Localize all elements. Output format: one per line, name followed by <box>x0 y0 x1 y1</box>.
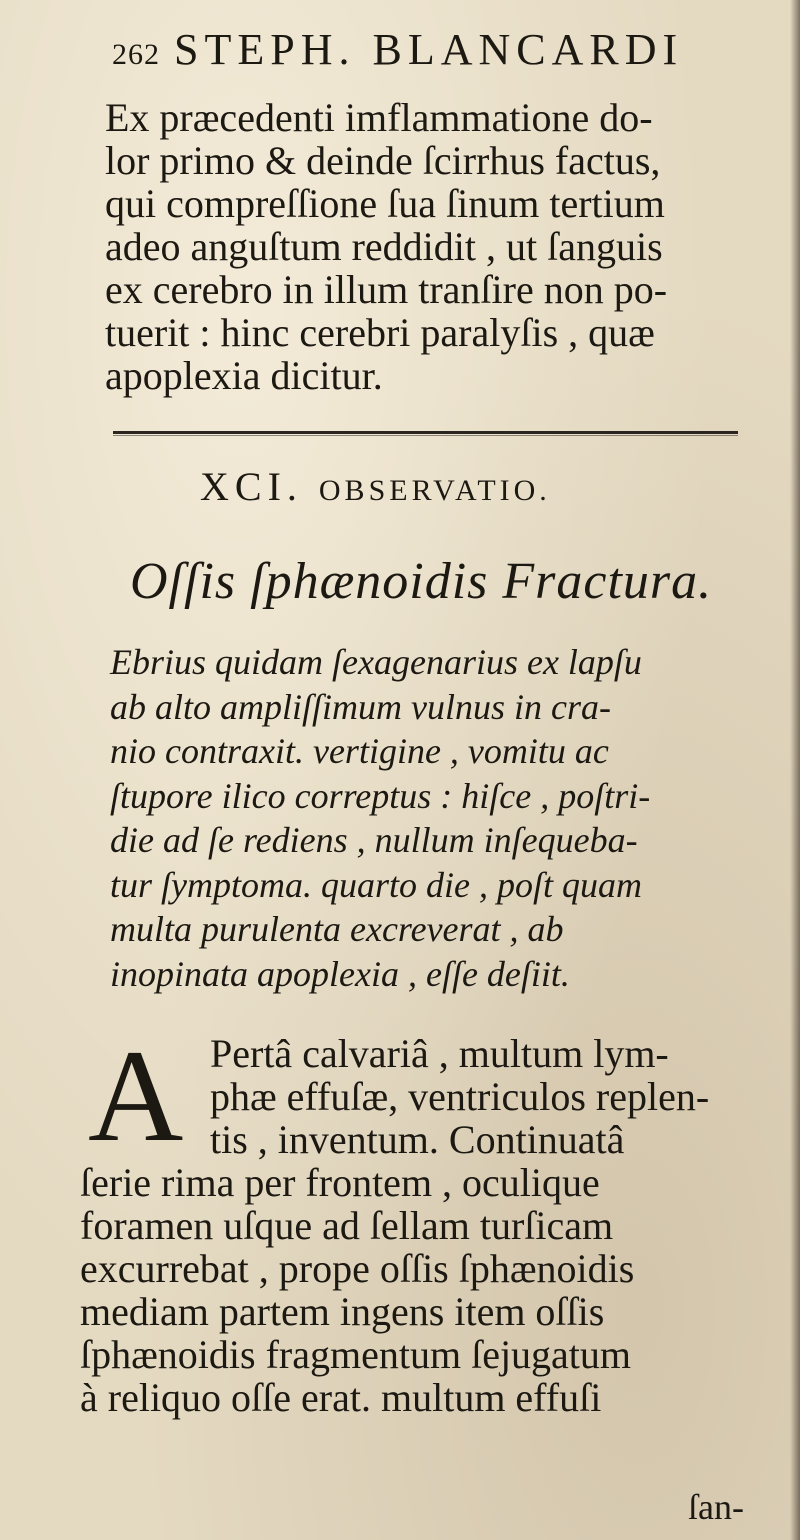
text-line: excurrebat , prope oſſis ſphænoidis <box>80 1246 635 1291</box>
text-line: à reliquo oſſe erat. multum effuſi <box>80 1375 602 1420</box>
observation-subtitle: Oſſis ſphænoidis Fractura. <box>130 553 713 610</box>
observation-label: OBSERVATIO. <box>318 474 551 507</box>
text-line: Ex præcedenti imflammatione do- <box>105 95 653 140</box>
section-divider <box>113 431 738 434</box>
paragraph-body <box>80 1161 780 1419</box>
observation-heading <box>200 463 551 510</box>
drop-capital: A <box>88 1022 184 1169</box>
text-line: ab alto ampliſſimum vulnus in cra- <box>110 686 611 727</box>
text-line: qui compreſſione ſua ſinum tertium <box>105 181 665 226</box>
text-line: mediam partem ingens item oſſis <box>80 1289 605 1334</box>
text-line: adeo anguſtum reddidit , ut ſanguis <box>105 224 663 269</box>
text-line: multa purulenta excreverat , ab <box>110 909 564 949</box>
text-line: tur ſymptoma. quarto die , poſt quam <box>110 864 642 905</box>
text-line: ſphænoidis fragmentum ſejugatum <box>80 1332 632 1377</box>
running-head-title: STEPH. BLANCARDI <box>174 25 684 74</box>
text-line: apoplexia dicitur. <box>105 353 383 398</box>
text-line: nio contraxit. vertigine , vomitu ac <box>110 731 609 771</box>
text-line: ſtupore ilico correptus : hiſce , poſtri- <box>110 775 651 816</box>
catchword: ſan- <box>688 1487 744 1527</box>
page-number: 262 <box>112 38 160 71</box>
text-line: tuerit : hinc cerebri paralyſis , quæ <box>105 310 655 355</box>
text-line: Ebrius quidam ſexagenarius ex lapſu <box>110 642 642 682</box>
text-line: foramen uſque ad ſellam turſicam <box>80 1203 614 1248</box>
text-line: inopinata apoplexia , eſſe deſiit. <box>110 953 570 994</box>
text-line: lor primo & deinde ſcirrhus factus, <box>105 138 661 183</box>
observation-number: XCI. <box>200 464 303 509</box>
text-line: ſerie rima per frontem , oculique <box>80 1160 600 1205</box>
running-head <box>112 24 683 75</box>
text-line: phæ effuſæ, ventriculos replen- <box>210 1074 710 1119</box>
text-line: tis , inventum. Continuatâ <box>210 1117 625 1162</box>
text-line: die ad ſe rediens , nullum inſequeba- <box>110 820 638 860</box>
text-line: Pertâ calvariâ , multum lym- <box>210 1031 669 1076</box>
paragraph-body-indented <box>210 1032 780 1161</box>
case-summary <box>110 640 795 996</box>
text-line: ex cerebro in illum tranſire non po- <box>105 267 668 312</box>
paragraph-preceding <box>105 96 790 397</box>
